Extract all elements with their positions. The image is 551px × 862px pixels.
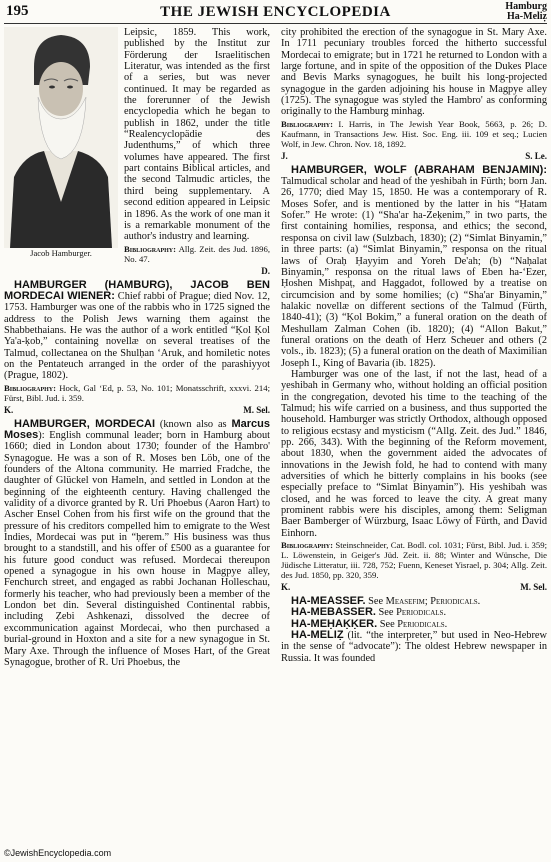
bibliography-text: I. Harris, in The Jewish Year Book, 5663, p. 26; D. Kaufmann, in Transactions Jew. Hist. Soc. Eng. iii. 109 et seq.; Lucien Wolf, in Jew. Chron. Nov. 18, 1892. [281,118,547,149]
author-signature: K. M. Sel. [281,582,547,593]
entry-headword: HAMBURGER (HAMBURG), JACOB BEN MORDECAI WIENER: [4,278,270,302]
bibliography-label: Bibliography: [281,118,334,129]
bibliography [281,540,547,580]
bibliography-label: Bibliography: [124,243,177,254]
entry-headword: HAMBURGER, WOLF (ABRAHAM BENJAMIN): [291,163,547,176]
bibliography [281,119,547,149]
running-head-first: Hamburg [505,1,547,12]
header-rule [4,23,547,24]
entry-ha-meliz: HA-MELIẒ (lit. “the interpreter,” but used in Neo-Hebrew in the sense of “advocate”): The oldest Hebrew newspaper in Russia. It was founded [281,629,547,664]
entry-headword: HA-MEḤAḲḲER. [291,617,378,630]
cross-ref-link[interactable]: Measefim; Periodicals [385,596,478,608]
entry-hamburger-mordecai: HAMBURGER, MORDECAI (known also as Marcus Moses): English communal leader; born in Hamburg about 1660; died in London about 1730; founder of the Hambro' Synagogue. He was a son of R. Moses ben Löb, one of the founders of the Altona community. He married Fradche, the daughter of Glückel von Hameln, and settled in London at the beginning of the eighteenth century. Having challenged the validity of a divorce granted by R. Uri Phoebus (Aaron Hart) to Ascher Ensel Cohen from his first wife on the ground that the pressure of his creditors compelled him to emigrate to the West Indies, Mordecai was put in “ḥerem.” His business was thus brought to a standstill, and his offer of £500 as a guarantee for his future good conduct was refused. Mordecai thereupon opened a synagogue in his own house in Magpye alley, Fenchurch street, and engaged as rabbi Jochanan Holleschau, formerly his teacher, who had previously been a member of the London bet din. Several distinguished Continental rabbis, including Ẓebi Ashkenazi, dissolved the decree of excommunication against Mordecai, who then purchased a burial-ground in Hoxton and a site for a new synagogue in St. Mary Axe. Through the influence of Moses Hart, of the Great Synagogue, brother of R. Uri Phoebus, the [4,417,270,668]
entry-headword: HA-MEASSEF. [291,595,366,608]
entry-headword: HA-MELIẒ [291,629,344,642]
cross-ref-ha-mehakker: HA-MEḤAḲḲER. See Periodicals. [291,617,448,630]
cross-ref-ha-meassef: HA-MEASSEF. See Measefim; Periodicals. [291,595,481,608]
entry-hamburger-wolf: HAMBURGER, WOLF (ABRAHAM BENJAMIN): Talmudical scholar and head of the yeshibah in Fürth; born Jan. 26, 1770; died May 15, 1850. He was a contemporary of R. Moses Sofer, and is mentioned by the latter in his “Ḥatam Sofer.” He wrote: (1) “Sha'ar ha-Zeḳenim,” in two parts, the first containing homilies, responsa, and ethics; the second, responsa on civil law (Sulzbach, 1830); (2) “Simlat Binyamin,” in three parts: (a) “Simlat Binyamin,” responsa on the ritual laws of Oraḥ Ḥayyim and Yoreh De'ah; (b) “Naḥalat Binyamin,” responsa on the ritual laws of Eben ha-‘Ezer, Ḥoshen Mishpaṭ, and Haggadot, followed by a treatise on circumcision and by some homilies; (c) “Sha'ar Binyamin,” halakic novellæ on different sections of the Talmud (Fürth, 1840-41); (3) “Ḳol Bokim,” a funeral oration on the death of Meshullam Zalman Cohen (ib. 1820); (4) “Allon Bakut,” funeral orations on the death of Herz Scheuer and others (2 vols., ib. 1823); (5) a funeral oration on the death of Maximilian Joseph I., King of Bavaria (ib. 1825). [281,163,547,369]
cross-ref-ha-mebasser: HA-MEBASSER. See Periodicals. [291,606,447,619]
entry-headword: HAMBURGER, MORDECAI [14,417,156,430]
portrait-image [4,27,118,248]
bibliography-text: Hock, Gal ‘Ed, p. 53, No. 101; Monatsschrift, xxxvi. 214; Fürst, Bibl. Jud. i. 359. [4,382,270,403]
portrait-caption: Jacob Hamburger. [30,248,92,258]
page-title: THE JEWISH ENCYCLOPEDIA [160,4,391,20]
bibliography-text: Steinschneider, Cat. Bodl. col. 1031; Fürst, Bibl. Jud. i. 359; L. Löwenstein, in Geiger's Jüd. Zeit. ii. 88; Winter and Wünsche, Die Jüdische Litteratur, iii. 728, 752; Fuenn, Keneset Yisrael, p. 304; Allg. Zeit. des Jud. 1850, pp. 320, 359. [281,540,547,581]
alias-name: Marcus Moses [4,417,270,441]
article-continuation: Leipsic, 1859. This work, published by the Institut zur Förderung der Israelitischen Literatur, was intended as the first of a series, but was never continued. It may be regarded as the forerunner of the Jewish encyclopedia which he began to publish in 1862, under the title “Realencyclopädie des Judenthums,” of which three volumes have appeared. The first part contains Biblical articles, and the second Talmudic articles, the third being supplementary. A second edition appeared in Leipsic in 1896. As the work of one man it is a remarkable monument of the author's industry and learning. [124,27,270,243]
page-header [4,2,547,22]
bibliography-label: Bibliography: [4,382,57,393]
site-credit[interactable]: ©JewishEncyclopedia.com [4,848,112,858]
cross-ref-link[interactable]: Periodicals [397,618,445,630]
entry-headword: HA-MEBASSER. [291,606,376,619]
bibliography-text: Allg. Zeit. des Jud. 1896, No. 47. [124,243,270,264]
right-column [281,27,547,664]
running-head-last: Ha-Meliẓ [507,11,547,22]
author-signature: D. [261,265,270,276]
bibliography [4,383,270,403]
bibliography-label: Bibliography: [281,540,334,551]
author-signature: J. S. Le. [281,150,547,161]
portrait-figure [4,27,118,261]
left-column [4,27,270,668]
article-continuation: city prohibited the erection of the synagogue in St. Mary Axe. In 1711 pecuniary troubles forced the hitherto successful Mordecai to emigrate; but in 1721 he returned to London with a large fortune, and in spite of the opposition of the Dukes Place and Bevis Marks synagogues, he built his long-projected synagogue in the garden adjoining his house in Magpye alley (1725). The synagogue was styled the Hambro' as conforming originally to the Hamburg minhag. [281,27,547,118]
entry-hamburger-jacob: HAMBURGER (HAMBURG), JACOB BEN MORDECAI WIENER: Chief rabbi of Prague; died Nov. 12, 1753. Hamburger was one of the rabbis who in 1725 signed the address to the Polish Jews warning them against the Shabbethaians. He was the author of a work entitled “Ḳol Ḳol Ya'a-ḳob,” containing novellæ on several treatises of the Talmud, collectanea on the Shulḥan ‘Aruk, and homiletic notes on the Pentateuch arranged in the order of the parashiyyot (Prague, 1802). [4,278,270,382]
page-number: 195 [6,3,29,19]
cross-ref-link[interactable]: Periodicals [396,607,444,619]
author-signature: K. M. Sel. [4,404,270,415]
entry-paragraph: Hamburger was one of the last, if not the last, head of a yeshibah in Germany who, without holding an official position in the congregation, devoted his time to the teaching of the Talmud; his wife carried on a business, and thus supported the household. Hamburger was strictly Orthodox, although opposed to religious ecstasy and mysticism (“Allg. Zeit. des Jud.” 1846, pp. 266, 343). With the beginning of the Reform movement, about 1830, when the government aided the advocates of innovations in the Jewish fold, he had to contend with many adversities of which he bitterly complains in his books (see especially preface to “Simlat Binyamin”). His yeshibah was closed, and he was forced to leave the city. A great many prominent rabbis were his disciples, among them: Seligman Baer Bamberger of Würzburg, Isaac Löwy of Fürth, and David Einhorn. [281,368,547,539]
running-head [505,2,547,22]
